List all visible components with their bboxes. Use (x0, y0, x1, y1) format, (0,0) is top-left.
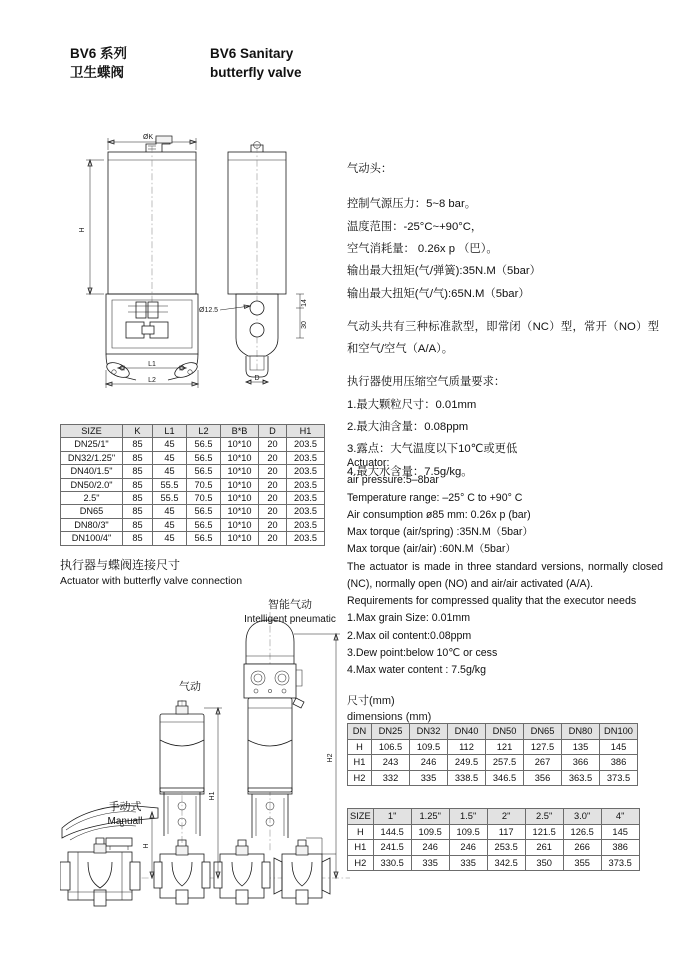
size-r3c4: 10*10 (221, 478, 259, 491)
table-row (61, 438, 325, 451)
inch-r2c1: 330.5 (373, 855, 411, 871)
dim-bottom-h2-label: H2 (327, 753, 334, 763)
specs-en-paragraph: The actuator is made in three standard versions, normally closed (NC), normally open (NO) and air/air activated (A/A). (347, 560, 663, 590)
specs-en-quality-2: 3.Dew point:below 10℃ or cess (347, 646, 498, 659)
dim-30-label: 30 (301, 321, 308, 329)
specs-cn-heading: 气动头： (347, 163, 393, 175)
size-r0c2: 45 (153, 438, 187, 451)
size-r6c4: 10*10 (221, 518, 259, 531)
size-th-0: SIZE (61, 425, 123, 438)
size-r3c2: 55.5 (153, 478, 187, 491)
specs-cn-quality-0: 1.最大颗粒尺寸：0.01mm (347, 398, 477, 411)
valve-actuator-drawing (60, 120, 340, 400)
inch-r2c7: 373.5 (601, 855, 639, 871)
dn-r1c6: 366 (562, 755, 600, 771)
inch-r1c6: 266 (563, 840, 601, 856)
specs-cn-paragraph: 气动头共有三种标准款型，即常闭（NC）型，常开（NO）型和空气/空气（A/A）。 (347, 321, 659, 356)
size-r4c2: 55.5 (153, 492, 187, 505)
size-r1c1: 85 (123, 451, 153, 464)
dn-r0c1: 106.5 (372, 739, 410, 755)
size-r3c6: 203.5 (287, 478, 325, 491)
specs-en-quality-1: 2.Max oil content:0.08ppm (347, 629, 472, 642)
size-r7c6: 203.5 (287, 532, 325, 545)
size-r2c1: 85 (123, 465, 153, 478)
size-r0c1: 85 (123, 438, 153, 451)
dn-r2c5: 356 (524, 770, 562, 786)
valve-body-2 (154, 840, 210, 904)
inch-r1c7: 386 (601, 840, 639, 856)
specs-en-line-1: Temperature range: –25° C to +90° C (347, 491, 523, 504)
dn-r0c7: 145 (600, 739, 638, 755)
dn-r1c5: 267 (524, 755, 562, 771)
connection-caption-cn: 执行器与蝶阀连接尺寸 (60, 558, 181, 572)
size-r4c0: 2.5" (61, 492, 123, 505)
dn-r2c4: 346.5 (486, 770, 524, 786)
dim-bottom-h1-label: H1 (209, 791, 216, 801)
dn-r1c3: 249.5 (448, 755, 486, 771)
size-r6c6: 203.5 (287, 518, 325, 531)
size-r6c3: 56.5 (187, 518, 221, 531)
dn-r1c1: 243 (372, 755, 410, 771)
dim-l1-label: L1 (148, 361, 156, 368)
size-r2c0: DN40/1.5" (61, 465, 123, 478)
table-row (348, 770, 638, 786)
inch-r2c3: 335 (449, 855, 487, 871)
size-th-3: L2 (187, 425, 221, 438)
specs-cn-line-4: 输出最大扭矩(气/气):65N.M（5bar） (347, 287, 530, 300)
specs-cn-quality-1: 2.最大油含量：0.08ppm (347, 420, 469, 433)
size-r4c5: 20 (259, 492, 287, 505)
size-r5c3: 56.5 (187, 505, 221, 518)
table-header-row (348, 809, 640, 825)
specs-cn-line-3: 输出最大扭矩(气/弹簧):35N.M（5bar） (347, 265, 541, 278)
inch-r0c4: 117 (487, 824, 525, 840)
table-header-row (348, 724, 638, 740)
inch-th-7: 4" (601, 809, 639, 825)
dn-r0c2: 109.5 (410, 739, 448, 755)
table-row (61, 492, 325, 505)
dn-r0c6: 135 (562, 739, 600, 755)
inch-r2c4: 342.5 (487, 855, 525, 871)
dn-th-4: DN50 (486, 724, 524, 740)
dimensions-caption-cn: 尺寸(mm) (347, 695, 395, 707)
size-r4c4: 10*10 (221, 492, 259, 505)
inch-r1c1: 241.5 (373, 840, 411, 856)
valve-body-3 (214, 840, 270, 904)
inch-th-3: 1.5" (449, 809, 487, 825)
inch-r0c2: 109.5 (411, 824, 449, 840)
specs-cn-line-2: 空气消耗量： 0.26x p （巴）。 (347, 243, 498, 256)
dim-14-label: 14 (301, 299, 308, 307)
dn-r2c3: 338.5 (448, 770, 486, 786)
specs-en-quality-0: 1.Max grain Size: 0.01mm (347, 612, 471, 625)
size-r2c6: 203.5 (287, 465, 325, 478)
size-r3c3: 70.5 (187, 478, 221, 491)
table-row (61, 451, 325, 464)
manual-label-en: Manuall (107, 815, 143, 827)
inch-r1c0: H1 (348, 840, 374, 856)
specs-cn-quality-heading: 执行器使用压缩空气质量要求： (347, 376, 506, 389)
title-cn-line1: BV6 系列 (70, 46, 128, 61)
dn-r0c3: 112 (448, 739, 486, 755)
size-r5c4: 10*10 (221, 505, 259, 518)
size-table (60, 424, 325, 546)
pneumatic-label-cn: 气动 (179, 681, 201, 693)
intelligent-pneumatic-figure (244, 612, 304, 852)
size-r2c2: 45 (153, 465, 187, 478)
size-th-4: B*B (221, 425, 259, 438)
inch-dimensions-table (347, 808, 640, 871)
table-row (348, 739, 638, 755)
inch-th-0: SIZE (348, 809, 374, 825)
intelligent-label-cn: 智能气动 (268, 599, 312, 611)
size-r4c3: 70.5 (187, 492, 221, 505)
specs-cn-line-0: 控制气源压力：5~8 bar。 (347, 198, 477, 211)
inch-r1c5: 261 (525, 840, 563, 856)
size-r3c5: 20 (259, 478, 287, 491)
size-r6c1: 85 (123, 518, 153, 531)
dn-th-2: DN32 (410, 724, 448, 740)
dn-dimensions-table (347, 723, 638, 786)
table-header-row (61, 425, 325, 438)
dn-r0c0: H (348, 739, 372, 755)
specs-cn-quality-2: 3.露点：大气温度以下10℃或更低 (347, 443, 518, 456)
inch-r0c5: 121.5 (525, 824, 563, 840)
intelligent-pneumatic-label (225, 598, 355, 626)
size-r0c6: 203.5 (287, 438, 325, 451)
connection-caption-en: Actuator with butterfly valve connection (60, 575, 243, 587)
inch-r2c2: 335 (411, 855, 449, 871)
dn-r1c7: 386 (600, 755, 638, 771)
inch-r2c0: H2 (348, 855, 374, 871)
dim-l2-label: L2 (148, 377, 156, 384)
title-english (210, 44, 410, 82)
size-r5c0: DN65 (61, 505, 123, 518)
size-r2c5: 20 (259, 465, 287, 478)
table-row (61, 518, 325, 531)
size-r6c5: 20 (259, 518, 287, 531)
dim-bottom-h-label: H (143, 843, 150, 849)
manual-label-cn: 手动式 (108, 801, 142, 813)
size-th-1: K (123, 425, 153, 438)
table-row (348, 755, 638, 771)
dn-th-5: DN65 (524, 724, 562, 740)
size-r1c0: DN32/1.25" (61, 451, 123, 464)
dimensions-caption-en: dimensions (mm) (347, 710, 432, 723)
inch-r0c6: 126.5 (563, 824, 601, 840)
dimensions-caption (347, 694, 431, 726)
specs-english (347, 455, 663, 679)
dn-r0c5: 127.5 (524, 739, 562, 755)
title-en-line2: butterfly valve (210, 65, 302, 81)
size-r2c4: 10*10 (221, 465, 259, 478)
dn-r1c4: 257.5 (486, 755, 524, 771)
dn-r1c2: 246 (410, 755, 448, 771)
size-th-6: H1 (287, 425, 325, 438)
specs-cn-quality-3: 4.最大水含量：7.5g/kg。 (347, 465, 473, 478)
table-row (348, 824, 640, 840)
dn-r2c6: 363.5 (562, 770, 600, 786)
size-r1c4: 10*10 (221, 451, 259, 464)
valve-body-4 (274, 840, 330, 904)
size-r1c3: 56.5 (187, 451, 221, 464)
size-r5c2: 45 (153, 505, 187, 518)
manual-label (85, 800, 165, 828)
size-r5c1: 85 (123, 505, 153, 518)
inch-th-5: 2.5" (525, 809, 563, 825)
title-en-line1: BV6 Sanitary (210, 46, 294, 61)
inch-r0c3: 109.5 (449, 824, 487, 840)
pneumatic-actuator-figure (160, 700, 204, 852)
size-r1c6: 203.5 (287, 451, 325, 464)
size-r4c6: 203.5 (287, 492, 325, 505)
size-r0c5: 20 (259, 438, 287, 451)
size-th-5: D (259, 425, 287, 438)
size-r7c5: 20 (259, 532, 287, 545)
size-r0c3: 56.5 (187, 438, 221, 451)
size-r7c3: 56.5 (187, 532, 221, 545)
size-th-2: L1 (153, 425, 187, 438)
size-r6c0: DN80/3" (61, 518, 123, 531)
inch-r0c7: 145 (601, 824, 639, 840)
dn-r2c7: 373.5 (600, 770, 638, 786)
dn-th-3: DN40 (448, 724, 486, 740)
table-row (348, 840, 640, 856)
connection-caption (60, 556, 242, 590)
pneumatic-label (160, 680, 220, 695)
inch-r0c0: H (348, 824, 374, 840)
inch-th-2: 1.25" (411, 809, 449, 825)
specs-chinese (347, 158, 659, 483)
intelligent-label-en: Intelligent pneumatic (244, 613, 336, 625)
table-row (348, 855, 640, 871)
specs-en-quality-heading: Requirements for compressed quality that the executor needs (347, 595, 637, 608)
dn-th-1: DN25 (372, 724, 410, 740)
dim-h-label: H (79, 227, 86, 233)
size-r5c5: 20 (259, 505, 287, 518)
dn-th-0: DN (348, 724, 372, 740)
actuator-variants-drawing (60, 590, 350, 930)
dim-hole-label: Ø12.5 (199, 307, 219, 314)
size-r2c3: 56.5 (187, 465, 221, 478)
size-r6c2: 45 (153, 518, 187, 531)
size-r1c2: 45 (153, 451, 187, 464)
title-cn-line2: 卫生蝶阀 (70, 65, 124, 81)
dn-r2c2: 335 (410, 770, 448, 786)
page-title (70, 44, 410, 82)
inch-r1c3: 246 (449, 840, 487, 856)
table-row (61, 465, 325, 478)
inch-r2c6: 355 (563, 855, 601, 871)
specs-en-line-4: Max torque (air/air) :60N.M（5bar） (347, 543, 516, 556)
table-row (61, 478, 325, 491)
inch-r0c1: 144.5 (373, 824, 411, 840)
dn-r0c4: 121 (486, 739, 524, 755)
dn-th-6: DN80 (562, 724, 600, 740)
size-r1c5: 20 (259, 451, 287, 464)
specs-en-quality-3: 4.Max water content : 7.5g/kg (347, 664, 486, 677)
inch-r1c4: 253.5 (487, 840, 525, 856)
dn-r2c1: 332 (372, 770, 410, 786)
title-chinese (70, 44, 210, 82)
size-r7c0: DN100/4" (61, 532, 123, 545)
size-r3c0: DN50/2.0" (61, 478, 123, 491)
dim-ok-label: ØK (143, 134, 154, 141)
inch-th-6: 3.0" (563, 809, 601, 825)
dn-r2c0: H2 (348, 770, 372, 786)
inch-th-1: 1" (373, 809, 411, 825)
inch-r1c2: 246 (411, 840, 449, 856)
specs-en-heading: Actuator: (347, 457, 390, 469)
size-r4c1: 85 (123, 492, 153, 505)
size-r7c1: 85 (123, 532, 153, 545)
specs-en-line-0: air pressure:5–8bar (347, 474, 439, 487)
size-r7c2: 45 (153, 532, 187, 545)
dim-d-label: D (254, 375, 260, 382)
specs-cn-line-1: 温度范围：-25°C~+90°C， (347, 220, 483, 233)
size-r3c1: 85 (123, 478, 153, 491)
specs-en-line-2: Air consumption ø85 mm: 0.26x p (bar) (347, 508, 531, 521)
specs-en-line-3: Max torque (air/spring) :35N.M（5bar） (347, 526, 534, 539)
size-r0c0: DN25/1" (61, 438, 123, 451)
table-row (61, 505, 325, 518)
size-r0c4: 10*10 (221, 438, 259, 451)
dn-r1c0: H1 (348, 755, 372, 771)
inch-th-4: 2" (487, 809, 525, 825)
size-r5c6: 203.5 (287, 505, 325, 518)
table-row (61, 532, 325, 545)
dn-th-7: DN100 (600, 724, 638, 740)
size-r7c4: 10*10 (221, 532, 259, 545)
inch-r2c5: 350 (525, 855, 563, 871)
